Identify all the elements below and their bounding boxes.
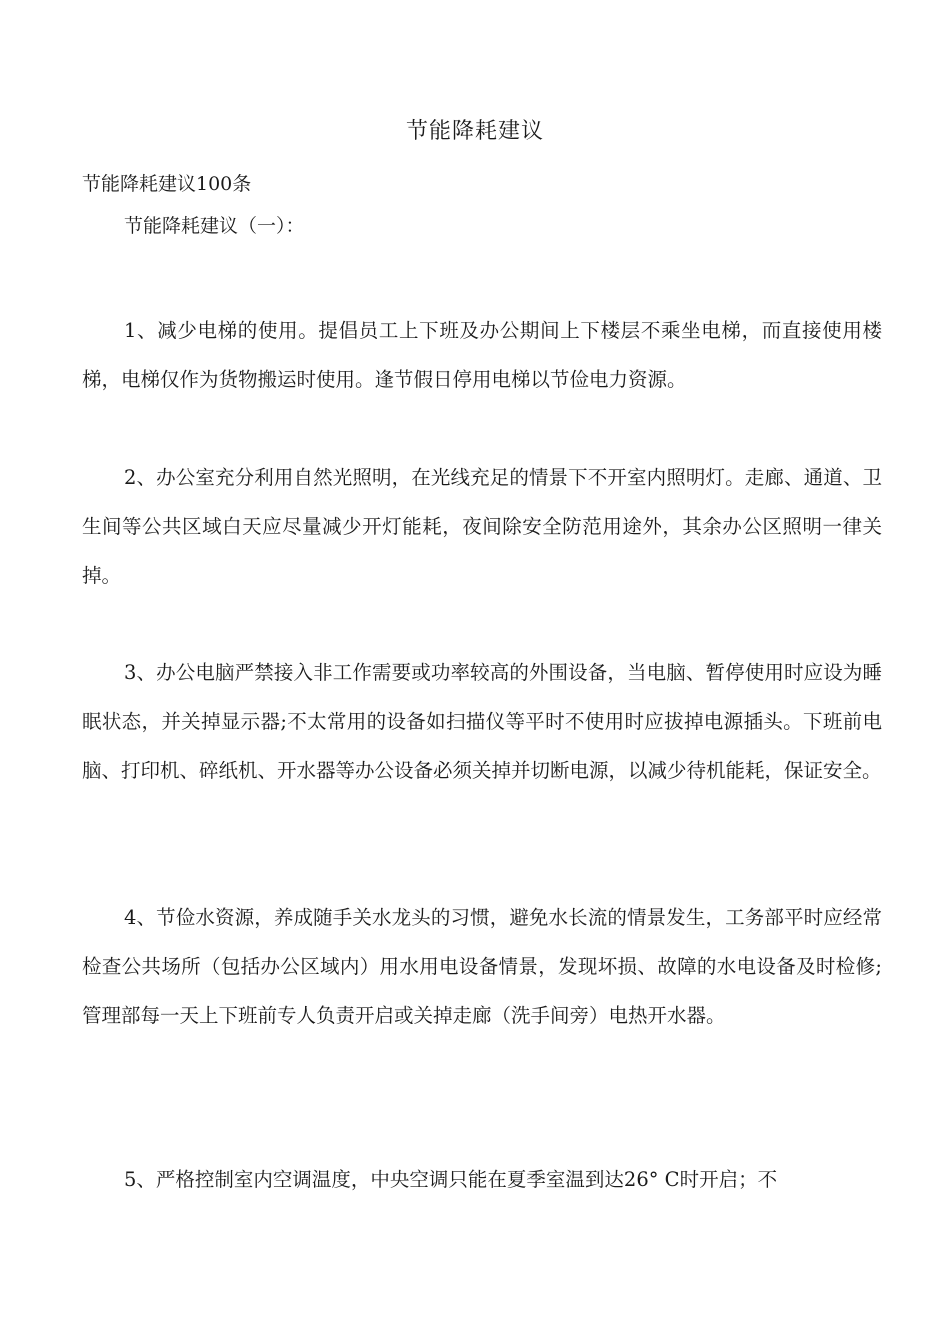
paragraph-2: 2、办公室充分利用自然光照明，在光线充足的情景下不开室内照明灯。走廊、通道、卫生间等公共区域白天应尽量减少开灯能耗，夜间除安全防范用途外，其余办公区照明一律关掉。 [82, 466, 882, 587]
paragraph-3: 3、办公电脑严禁接入非工作需要或功率较高的外围设备，当电脑、暂停使用时应设为睡眠状态，并关掉显示器;不太常用的设备如扫描仪等平时不使用时应拔掉电源插头。下班前电脑、打印机、碎纸机、开水器等办公设备必须关掉并切断电源，以减少待机能耗，保证安全。 [82, 661, 882, 782]
paragraph-4: 4、节俭水资源，养成随手关水龙头的习惯，避免水长流的情景发生，工务部平时应经常检查公共场所（包括办公区域内）用水用电设备情景，发现坏损、故障的水电设备及时检修;管理部每一天上下班前专人负责开启或关掉走廊（洗手间旁）电热开水器。 [82, 906, 882, 1027]
paragraph-1: 1、减少电梯的使用。提倡员工上下班及办公期间上下楼层不乘坐电梯，而直接使用楼梯，电梯仅作为货物搬运时使用。逢节假日停用电梯以节俭电力资源。 [82, 319, 882, 391]
section-heading: 节能降耗建议（一）： [124, 215, 305, 237]
document-subtitle: 节能降耗建议100条 [82, 173, 252, 195]
paragraph-5: 5、严格控制室内空调温度，中央空调只能在夏季室温到达26° C时开启；不 [124, 1168, 778, 1191]
document-title: 节能降耗建议 [405, 119, 544, 144]
